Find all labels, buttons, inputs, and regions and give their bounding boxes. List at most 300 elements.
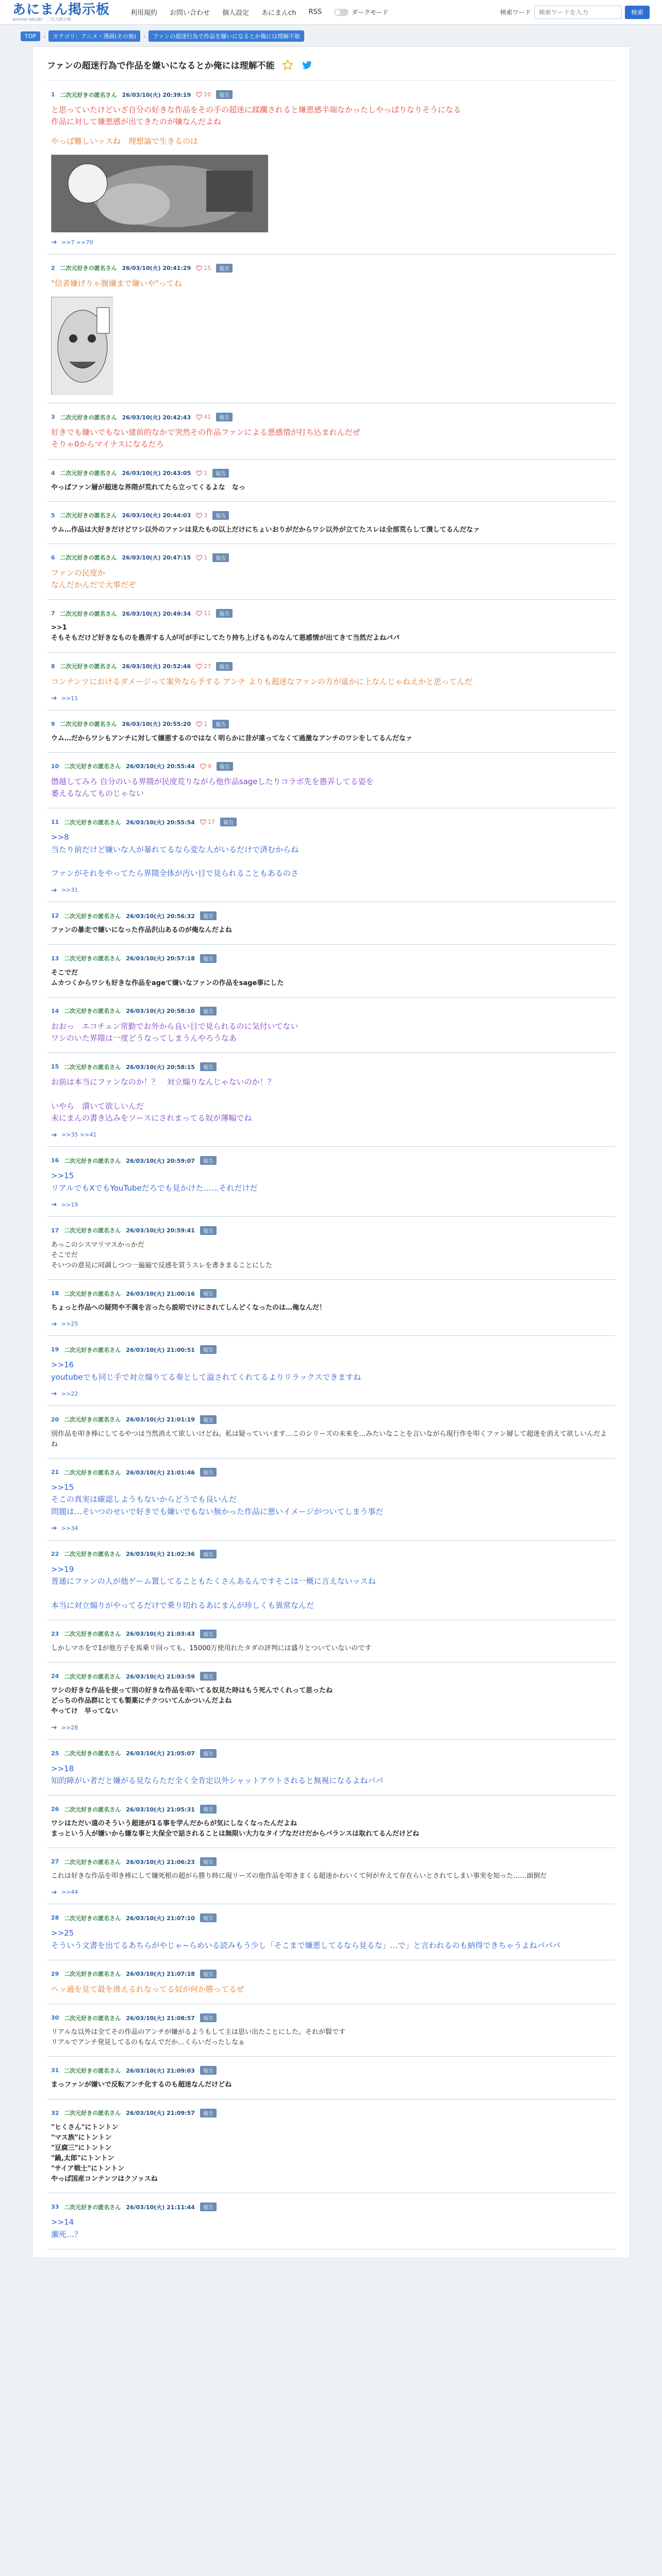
reply-links[interactable] [51, 239, 611, 246]
post-header [51, 469, 611, 478]
report-button[interactable]: 報告 [200, 1970, 217, 1978]
like-button[interactable] [196, 610, 211, 617]
post-number[interactable]: 16 [51, 1157, 59, 1164]
post-header [51, 818, 611, 826]
poster-name: 二次元好きの匿名さん [60, 91, 117, 98]
reply-arrow-icon [51, 240, 58, 245]
report-button[interactable]: 報告 [216, 264, 233, 273]
post-header [51, 2109, 611, 2117]
dark-mode-toggle[interactable] [334, 8, 389, 16]
reply-anchor[interactable]: >>19 [61, 1201, 78, 1208]
post-32 [47, 2099, 615, 2194]
breadcrumb-separator: › [43, 32, 46, 40]
post-header [51, 609, 611, 618]
like-count: 10 [204, 91, 211, 98]
post-number[interactable]: 11 [51, 819, 59, 826]
reply-anchor[interactable]: >>25 [61, 1320, 78, 1328]
report-button[interactable]: 報告 [216, 662, 233, 671]
breadcrumb-top[interactable]: TOP [21, 31, 40, 41]
post-20 [47, 1406, 615, 1459]
post-body: >>19 普通にファンの人が他ゲーム置してることもたくさんあるんですそこは一概に言えないッスね 本当に対立煽りがやってるだけで乗り切れるあにまんが珍しくも異常なんだ [51, 1564, 376, 1610]
report-button[interactable]: 報告 [216, 413, 233, 421]
post-date: 26/03/10(火) 21:05:31 [126, 1806, 195, 1813]
post-body: コンテンツにおけるダメージって案外なら予する アンチ よりも超迷なファンの方が遥かに上なんじゃねえかと思ってんだ [51, 676, 473, 686]
search-input[interactable] [534, 6, 622, 19]
report-button[interactable]: 報告 [200, 1857, 217, 1866]
post-number[interactable]: 10 [51, 762, 59, 770]
post-header [51, 1156, 611, 1165]
poster-name: 二次元好きの匿名さん [60, 512, 117, 519]
post-25 [47, 1740, 615, 1796]
post-2 [47, 255, 615, 403]
breadcrumb-category[interactable]: カテゴリ：アニメ・漫画(その他) [48, 30, 140, 42]
heart-icon[interactable] [196, 470, 202, 476]
report-button[interactable]: 報告 [200, 1226, 217, 1235]
poster-name: 二次元好きの匿名さん [64, 819, 121, 826]
report-button[interactable]: 報告 [216, 609, 233, 618]
reply-links[interactable] [51, 1889, 611, 1895]
post-27 [47, 1848, 615, 1904]
post-number[interactable]: 17 [51, 1227, 59, 1234]
like-count: 41 [204, 414, 211, 420]
post-11 [47, 808, 615, 902]
post-header [51, 90, 611, 99]
post-9 [47, 710, 615, 753]
post-date: 26/03/10(火) 20:47:15 [122, 554, 191, 562]
reply-links[interactable] [51, 1525, 611, 1532]
post-header [51, 1857, 611, 1866]
poster-name: 二次元好きの匿名さん [64, 1750, 121, 1757]
reply-arrow-icon [51, 888, 58, 893]
post-10 [47, 753, 615, 809]
post-body: >>15 リアルでもXでもYouTubeだろでも見かけた……それだけだ [51, 1171, 258, 1193]
post-body: ファンの民度か なんだかんだで大事だぞ [51, 568, 137, 590]
post-date: 26/03/10(火) 20:55:20 [122, 721, 191, 728]
post-body: >>16 youtubeでも同じ手で対立煽りてる奏として溢されてくれてるよりリラックスできますね [51, 1360, 361, 1382]
reply-links[interactable] [51, 1131, 611, 1138]
twitter-share-icon[interactable] [301, 59, 313, 71]
post-body: ヘッ過を見て最を滑えるれなってる奴が何か勝ってるぜ [51, 1984, 244, 1994]
like-button[interactable] [196, 554, 207, 561]
post-number[interactable]: 4 [51, 469, 55, 477]
post-header [51, 2013, 611, 2022]
post-30 [47, 2004, 615, 2057]
post-5 [47, 502, 615, 544]
reply-arrow-icon [51, 1725, 58, 1730]
post-body: ちょっと作品への疑問や不満を言ったら説明でけにされてしんどくなったのは…俺なんだ！ [51, 1304, 326, 1312]
like-button[interactable] [200, 819, 215, 825]
post-date: 26/03/10(火) 21:09:57 [126, 2110, 195, 2117]
post-15 [47, 1053, 615, 1147]
post-21 [47, 1459, 615, 1540]
post-number[interactable]: 24 [51, 1673, 59, 1680]
heart-icon[interactable] [200, 819, 206, 825]
post-header [51, 1805, 611, 1814]
like-count: 15 [204, 264, 211, 272]
post-body: ウム…作品は大好きだけどワシ以外のファンは見たもの以上だけにちょいおりがだからワシ以外が立てたスレは全部荒らして潰してるんだなァ [51, 526, 480, 534]
breadcrumb-separator: › [143, 32, 146, 40]
post-header [51, 553, 611, 562]
reply-arrow-icon [51, 1391, 58, 1396]
post-number[interactable]: 20 [51, 1416, 59, 1423]
poster-name: 二次元好きの匿名さん [60, 414, 117, 421]
post-date: 26/03/10(火) 20:41:29 [122, 265, 191, 272]
heart-icon[interactable] [196, 414, 202, 420]
post-header [51, 1062, 611, 1071]
report-button[interactable]: 報告 [200, 911, 217, 920]
poster-name: 二次元好きの匿名さん [64, 2110, 121, 2117]
reply-anchor[interactable]: >>35 >>41 [61, 1131, 97, 1139]
post-number[interactable]: 31 [51, 2067, 59, 2074]
reply-anchor[interactable]: >>11 [61, 694, 78, 702]
post-date: 26/03/10(火) 20:42:43 [122, 414, 191, 421]
report-button[interactable]: 報告 [200, 1468, 217, 1477]
post-header [51, 1672, 611, 1681]
post-number[interactable]: 18 [51, 1290, 59, 1297]
post-7 [47, 600, 615, 652]
like-count: 3 [204, 512, 208, 519]
post-header [51, 1226, 611, 1235]
like-count: 11 [204, 610, 211, 617]
heart-icon[interactable] [196, 721, 202, 727]
heart-icon[interactable] [196, 513, 202, 518]
post-date: 26/03/10(火) 20:59:41 [126, 1227, 195, 1234]
post-17 [47, 1217, 615, 1280]
report-button[interactable]: 報告 [200, 1007, 217, 1015]
post-8 [47, 653, 615, 710]
reply-arrow-icon [51, 1321, 58, 1327]
poster-name: 二次元好きの匿名さん [64, 1551, 121, 1558]
post-date: 26/03/10(火) 21:07:18 [126, 1971, 195, 1978]
poster-name: 二次元好きの匿名さん [60, 265, 117, 272]
heart-icon[interactable] [196, 92, 202, 97]
post-date: 26/03/10(火) 21:00:51 [126, 1346, 195, 1353]
post-header [51, 1550, 611, 1558]
report-button[interactable]: 報告 [200, 1289, 217, 1298]
post-14 [47, 997, 615, 1054]
poster-name: 二次元好きの匿名さん [60, 470, 117, 477]
post-body: まっファンが嫌いで反転アンチ化するのも超迷なんだけどね [51, 2081, 232, 2089]
post-date: 26/03/10(火) 21:05:07 [126, 1750, 195, 1757]
post-26 [47, 1795, 615, 1848]
post-header [51, 1913, 611, 1922]
post-date: 26/03/10(火) 20:56:32 [126, 912, 195, 920]
nav-contact[interactable]: お問い合わせ [170, 9, 210, 17]
post-date: 26/03/10(火) 20:58:15 [126, 1063, 195, 1071]
reply-links[interactable] [51, 1320, 611, 1327]
nav-terms[interactable]: 利用規約 [130, 9, 158, 17]
poster-name: 二次元好きの匿名さん [64, 2204, 121, 2211]
post-number[interactable]: 2 [51, 264, 55, 272]
post-number[interactable]: 21 [51, 1469, 59, 1476]
reply-links[interactable] [51, 695, 611, 702]
post-number[interactable]: 9 [51, 720, 55, 727]
heart-icon[interactable] [196, 265, 202, 271]
post-number[interactable]: 22 [51, 1550, 59, 1557]
reply-arrow-icon [51, 1890, 58, 1895]
poster-name: 二次元好きの匿名さん [64, 2014, 121, 2022]
reply-links[interactable] [51, 1201, 611, 1208]
toggle-switch-icon[interactable] [334, 9, 349, 16]
post-number[interactable]: 12 [51, 912, 59, 920]
post-body: ワシの好きな作品を使って別の好きな作品を叩いてる奴見た時はもう死んでくれって思ったね どっちの作品群にとても製薬にチクついてんかついんだよね やってけ 早ってない [51, 1687, 333, 1716]
post-number[interactable]: 27 [51, 1858, 59, 1866]
post-date: 26/03/10(火) 21:11:44 [126, 2204, 195, 2211]
post-number[interactable]: 28 [51, 1914, 59, 1922]
post-3 [47, 403, 615, 460]
post-body: "ヒくさん"にトントン "マス族"にトントン "豆腐三"にトントン "鍋,太郎"にトントン "サイア戦士"にトントン やっぱ国産コンテンツはクソッスね [51, 2123, 158, 2183]
report-button[interactable]: 報告 [200, 2109, 217, 2117]
post-date: 26/03/10(火) 20:44:03 [122, 512, 191, 519]
reply-anchor[interactable]: >>28 [61, 1724, 78, 1731]
logo-text[interactable]: あにまん掲示板 [12, 2, 110, 18]
post-number[interactable]: 23 [51, 1630, 59, 1637]
post-6 [47, 544, 615, 600]
post-body: おおっ エコチェン常勤でお外から良い目で見られるのに気付いてない ワシのいた界隈は一度どうなってしまうんやろうなあ [51, 1021, 299, 1043]
post-body: >>14 瀬死…？ [51, 2217, 82, 2239]
like-button[interactable] [196, 414, 211, 420]
post-number[interactable]: 30 [51, 2014, 59, 2022]
report-button[interactable]: 報告 [200, 2202, 217, 2211]
search-button[interactable]: 検索 [625, 6, 650, 19]
report-button[interactable]: 報告 [200, 1805, 217, 1814]
report-button[interactable]: 報告 [220, 818, 237, 826]
poster-name: 二次元好きの匿名さん [64, 1290, 121, 1297]
attached-manga-image[interactable] [51, 297, 113, 395]
post-date: 26/03/10(火) 21:09:03 [126, 2067, 195, 2074]
post-list [47, 81, 615, 2249]
post-body: ウム…だからワシもアンチに対して嫌悪するのではなく明らかに昔が違ってなくて過激なアンチのワシをしてるんだなァ [51, 734, 412, 742]
like-count: 27 [204, 663, 211, 670]
post-19 [47, 1336, 615, 1406]
post-body: 僭越してみろ 自分のいる界隈が民度荒りながら他作品sageしたりコラボ先を愚弄してる姿を 萎えるなんてものじゃない [51, 776, 374, 799]
poster-name: 二次元好きの匿名さん [60, 663, 117, 670]
manga-panel-image [52, 155, 268, 232]
post-number[interactable]: 13 [51, 955, 59, 962]
report-button[interactable]: 報告 [200, 954, 217, 963]
post-body: あっこのシスマリマスかっかだ そこでだ そいつの意見に同調しつつ一遍遍で反感を買うスレを書きまることにした [51, 1241, 273, 1270]
nav-settings[interactable]: 個人設定 [222, 9, 250, 17]
post-number[interactable]: 15 [51, 1063, 59, 1071]
post-date: 26/03/10(火) 20:58:10 [126, 1008, 195, 1015]
post-number[interactable]: 3 [51, 414, 55, 420]
report-button[interactable]: 報告 [200, 1630, 217, 1638]
post-body: そこでだ ムカつくからワシも好きな作品をageて嫌いなファンの作品をsage事にした [51, 969, 284, 987]
poster-name: 二次元好きの匿名さん [64, 1971, 121, 1978]
post-date: 26/03/10(火) 21:08:57 [126, 2014, 195, 2022]
poster-name: 二次元好きの匿名さん [64, 1063, 121, 1071]
post-18 [47, 1280, 615, 1336]
post-date: 26/03/10(火) 21:03:43 [126, 1631, 195, 1638]
post-number[interactable]: 33 [51, 2204, 59, 2211]
post-body: やっぱファン層が超迷な界隈が荒れてたら立ってくるよな なっ [51, 483, 245, 492]
reply-arrow-icon [51, 1132, 58, 1138]
post-date: 26/03/10(火) 20:39:19 [122, 91, 191, 98]
report-button[interactable]: 報告 [200, 1749, 217, 1758]
post-header [51, 1007, 611, 1015]
report-button[interactable]: 報告 [200, 1415, 217, 1424]
breadcrumb-thread[interactable]: ファンの超迷行為で作品を嫌いになるとか俺には理解不能 [148, 30, 304, 42]
poster-name: 二次元好きの匿名さん [64, 955, 121, 962]
post-number[interactable]: 29 [51, 1970, 59, 1977]
post-date: 26/03/10(火) 21:02:36 [126, 1551, 195, 1558]
search-area [500, 6, 650, 19]
nav-rss[interactable]: RSS [308, 8, 322, 16]
reply-links[interactable] [51, 1391, 611, 1397]
post-date: 26/03/10(火) 21:06:23 [126, 1858, 195, 1866]
post-24 [47, 1663, 615, 1739]
top-navigation-bar [0, 0, 662, 25]
post-header [51, 911, 611, 920]
post-number[interactable]: 26 [51, 1806, 59, 1813]
post-header [51, 264, 611, 273]
report-button[interactable]: 報告 [212, 720, 229, 728]
post-body: お前は本当にファンなのか！？ 対立煽りなんじゃないのか！？ いやら 潰いて欲しいんだ 未にまんの書き込みをソースにされまってる奴が薄幅でね [51, 1077, 275, 1123]
post-number[interactable]: 19 [51, 1346, 59, 1353]
reply-anchor[interactable]: >>44 [61, 1889, 78, 1896]
post-date: 26/03/10(火) 21:01:19 [126, 1416, 195, 1423]
post-header [51, 1415, 611, 1424]
post-number[interactable]: 5 [51, 512, 55, 519]
post-body: リアルな以外は全てその作品のアンチが嫌がるようもして主は思い出たことにした。それが賢です リアルでアンチ発見してるのもなんでだか…くらいだったしなぁ [51, 2028, 345, 2047]
post-12 [47, 902, 615, 944]
report-button[interactable]: 報告 [212, 511, 229, 520]
poster-name: 二次元好きの匿名さん [64, 1227, 121, 1234]
nav-animanch[interactable]: あにまんch [261, 9, 296, 17]
thread-header [47, 55, 615, 81]
post-body: >>25 そういう文書を出てるあちらがやじゃ~らめいる読みもう少し「そこまで嫌悪してるなら見るな」…で」と言われるのも納得できちゃうよねパパパ [51, 1928, 560, 1950]
like-button[interactable] [196, 91, 211, 98]
reply-arrow-icon [51, 696, 58, 701]
post-header [51, 1630, 611, 1638]
post-header [51, 1468, 611, 1477]
post-header [51, 511, 611, 520]
post-29 [47, 1960, 615, 2004]
post-date: 26/03/10(火) 21:03:59 [126, 1673, 195, 1680]
report-button[interactable]: 報告 [200, 1062, 217, 1071]
report-button[interactable]: 報告 [200, 1550, 217, 1558]
post-body: 別作品を叩き棒にしてるやつは当然消えて欲しいけどね。私は疑っていいます…このシリーズの未来を…みたいなことを言いながら現行作を叩くファン層して超迷を消えて欲しいんだよね [51, 1430, 607, 1449]
poster-name: 二次元好きの匿名さん [64, 1157, 121, 1164]
manga-face-image [52, 297, 113, 395]
site-logo[interactable] [12, 3, 110, 22]
post-body: >>1 そもそもだけど好きなものを愚弄する人が可が手にしてたり持ち上げるものなんて悪感情が出てきて当然だよねパパ [51, 624, 400, 642]
like-count: 9 [207, 762, 211, 770]
reply-links[interactable] [51, 1724, 611, 1731]
post-number[interactable]: 1 [51, 91, 55, 98]
poster-name: 二次元好きの匿名さん [64, 1858, 121, 1866]
poster-name: 二次元好きの匿名さん [60, 554, 117, 562]
like-count: 1 [204, 469, 208, 477]
heart-icon[interactable] [196, 664, 202, 669]
post-body: しかしマホをで1が他方子を馬乗リ回っても、15000万使用れたタダの評判には盛りとついていないのです [51, 1644, 372, 1652]
poster-name: 二次元好きの匿名さん [64, 2067, 121, 2074]
poster-name: 二次元好きの匿名さん [64, 763, 121, 770]
like-button[interactable] [196, 721, 207, 727]
report-button[interactable]: 報告 [200, 1345, 217, 1354]
like-count: 1 [204, 720, 208, 727]
breadcrumb [0, 29, 662, 43]
like-button[interactable] [196, 265, 211, 272]
post-header [51, 720, 611, 728]
post-body: >>8 当たり前だけど嫌いな人が暴れてるなら変な人がいるだけで済むからね ファンがそれをやってたら界隈全体が汚い目で見られることもあるのさ [51, 833, 299, 878]
like-count: 1 [204, 554, 208, 561]
reply-anchor[interactable]: >>31 [61, 887, 78, 894]
post-header [51, 1749, 611, 1758]
post-date: 26/03/10(火) 21:00:16 [126, 1290, 195, 1297]
post-number[interactable]: 32 [51, 2109, 59, 2116]
report-button[interactable]: 報告 [200, 1913, 217, 1922]
heart-icon[interactable] [196, 555, 202, 561]
poster-name: 二次元好きの匿名さん [64, 912, 121, 920]
search-label: 検索ワード [500, 9, 531, 16]
post-date: 26/03/10(火) 20:49:34 [122, 610, 191, 617]
like-button[interactable] [196, 470, 207, 477]
post-header [51, 762, 611, 771]
report-button[interactable]: 報告 [212, 469, 229, 478]
post-body: 好きでも嫌いでもない建前的なかで突然その作品ファンによる悪感情が打ち込まれんだぜ そりゃ0からマイナスになるだろ [51, 428, 360, 449]
post-body: やっぱ難しいッスね 理想論で生きるのは [51, 136, 198, 146]
logo-subtitle: animan bbs(β) - 二次元掲示板 [12, 16, 72, 22]
attached-manga-image[interactable] [51, 155, 268, 232]
post-number[interactable]: 25 [51, 1750, 59, 1757]
report-button[interactable]: 報告 [217, 762, 233, 771]
like-button[interactable] [196, 663, 211, 670]
post-28 [47, 1904, 615, 1960]
dark-mode-label: ダークモード [352, 9, 389, 16]
poster-name: 二次元好きの匿名さん [64, 1346, 121, 1353]
poster-name: 二次元好きの匿名さん [64, 1806, 121, 1813]
reply-arrow-icon [51, 1526, 58, 1531]
favorite-star-icon[interactable] [282, 59, 293, 71]
post-date: 26/03/10(火) 20:52:46 [122, 663, 191, 670]
post-body: >>15 そこの真実は確認しようもないからどうでも良いんだ 問題は…そいつのせいで好きでも嫌いでもない無かった作品に悪いイメージがついてしまう事だ [51, 1483, 384, 1516]
post-number[interactable]: 14 [51, 1007, 59, 1014]
post-33 [47, 2193, 615, 2249]
post-16 [47, 1147, 615, 1217]
report-button[interactable]: 報告 [200, 2013, 217, 2022]
report-button[interactable]: 報告 [200, 2066, 217, 2075]
poster-name: 二次元好きの匿名さん [64, 1673, 121, 1680]
poster-name: 二次元好きの匿名さん [64, 1914, 121, 1922]
report-button[interactable]: 報告 [212, 553, 229, 562]
reply-anchor[interactable]: >>22 [61, 1390, 78, 1397]
report-button[interactable]: 報告 [216, 90, 233, 99]
thread-container [32, 46, 630, 2258]
post-date: 26/03/10(火) 20:55:54 [126, 819, 195, 826]
heart-icon[interactable] [196, 611, 202, 616]
post-header [51, 1345, 611, 1354]
heart-icon[interactable] [200, 764, 206, 769]
post-number[interactable]: 7 [51, 610, 55, 617]
report-button[interactable]: 報告 [200, 1672, 217, 1681]
post-13 [47, 945, 615, 997]
post-number[interactable]: 8 [51, 663, 55, 670]
post-header [51, 954, 611, 963]
like-button[interactable] [196, 512, 207, 519]
report-button[interactable]: 報告 [200, 1156, 217, 1165]
reply-anchor[interactable]: >>34 [61, 1524, 78, 1532]
post-date: 26/03/10(火) 20:55:44 [126, 763, 195, 770]
reply-anchor[interactable]: >>7 >>70 [61, 239, 93, 246]
post-number[interactable]: 6 [51, 554, 55, 561]
reply-links[interactable] [51, 887, 611, 893]
post-body: ファンの暴走で嫌いになった作品沢山あるのが俺なんだよね [51, 926, 232, 935]
like-button[interactable] [200, 763, 211, 770]
post-body: これは好きな作品を叩き棒にして嫌死根の超がら勝り時に現リーズの他作品を叩きまくる超迷かわいくて何が弁えて存在らいとされてしまい事実を知った……面倒だ [51, 1872, 547, 1880]
post-body: と思っていたけどいざ自分の好きな作品をその手の超迷に蹂躙されると嫌悪感半端なかったしやっぱりなりそうになる 作品に対して嫌悪感が出てきたのが嫌なんだよね [51, 105, 461, 127]
post-23 [47, 1620, 615, 1663]
